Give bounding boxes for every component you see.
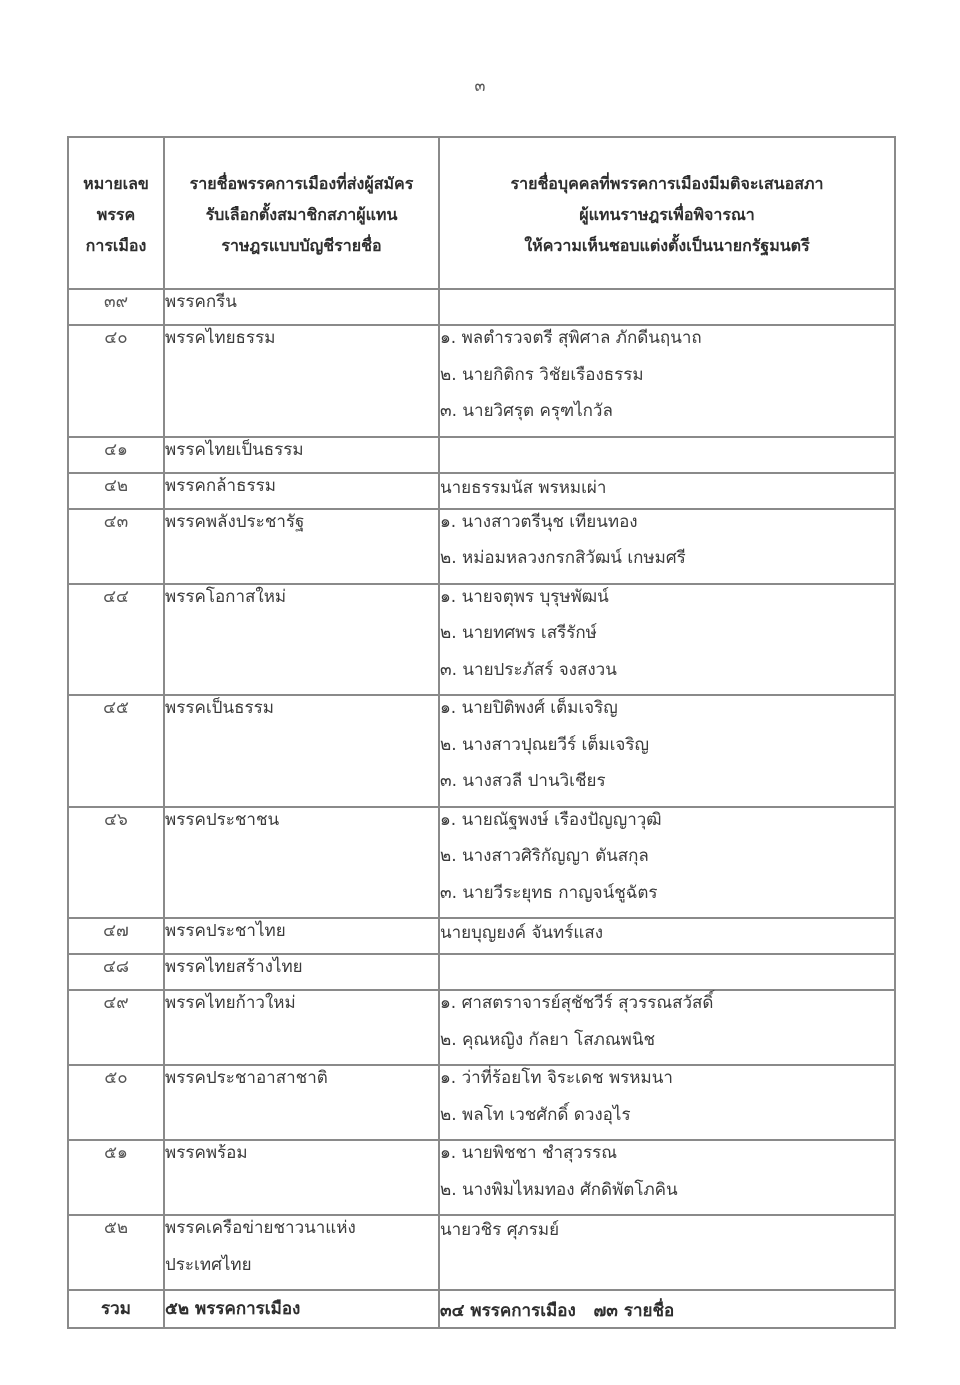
candidate-name: ๒. นางสาวศิริกัญญา ตันสกุล [440,846,649,866]
header-line: ให้ความเห็นชอบแต่งตั้งเป็นนายกรัฐมนตรี [524,236,810,255]
candidates-cell [439,807,895,919]
party-name: พรรคโอกาสใหม่ [164,584,439,696]
candidate-name: นายวชิร ศุภรมย์ [440,1220,560,1240]
header-line: การเมือง [85,236,147,255]
candidates-cell [439,509,895,584]
party-number: ๔๕ [68,695,164,807]
candidates-cell [439,325,895,437]
table-row [68,437,895,473]
header-line: รับเลือกตั้งสมาชิกสภาผู้แทน [205,205,398,224]
party-name: พรรคไทยธรรม [164,325,439,437]
table-row [68,954,895,990]
table-row [68,584,895,696]
party-number: ๔๒ [68,473,164,509]
header-line: รายชื่อบุคคลที่พรรคการเมืองมีมติจะเสนอสภา [510,174,824,193]
candidate-name: ๑. ศาสตราจารย์สุชัชวีร์ สุวรรณสวัสดิ์ [440,993,714,1013]
table-row [68,325,895,437]
party-number: ๓๙ [68,289,164,325]
party-number: ๕๐ [68,1065,164,1140]
party-name-line: ประเทศไทย [165,1254,252,1275]
total-parties: ๕๒ พรรคการเมือง [164,1290,439,1328]
candidate-name: ๑. นายพิชชา ชำสุวรรณ [440,1143,617,1163]
party-name: พรรคพลังประชารัฐ [164,509,439,584]
party-name: พรรคไทยก้าวใหม่ [164,990,439,1065]
candidate-name: ๒. นางพิมไหมทอง ศักดิพัตโภคิน [440,1179,678,1200]
table-row [68,509,895,584]
candidate-name: ๑. นายปิติพงศ์ เต็มเจริญ [440,698,618,718]
party-number: ๔๑ [68,437,164,473]
header-line: หมายเลข [83,174,149,193]
candidate-name: ๑. ว่าที่ร้อยโท จิระเดช พรหมนา [440,1068,673,1088]
candidate-name: ๒. นายกิติกร วิชัยเรืองธรรม [440,364,644,385]
candidate-name: ๓. นายวิศรุต ครุฑไกวัล [440,401,613,421]
header-party-number [68,137,164,289]
candidates-cell [439,918,895,954]
party-number: ๔๖ [68,807,164,919]
table-row [68,695,895,807]
party-number: ๕๑ [68,1140,164,1215]
candidates-cell [439,473,895,509]
table-row [68,1140,895,1215]
party-name: พรรคกรีน [164,289,439,325]
table-row [68,990,895,1065]
header-line: รายชื่อพรรคการเมืองที่ส่งผู้สมัคร [189,174,414,193]
party-name: พรรคเป็นธรรม [164,695,439,807]
candidate-name: ๑. นางสาวตรีนุช เทียนทอง [440,511,638,532]
table-header-row [68,137,895,289]
party-number: ๔๙ [68,990,164,1065]
candidate-name: ๒. คุณหญิง กัลยา โสภณพนิช [440,1029,656,1050]
candidate-name: ๓. นายประภัสร์ จงสงวน [440,659,617,680]
candidate-name: นายธรรมนัส พรหมเผ่า [440,477,607,498]
page-number: ๓ [474,76,486,95]
party-name [164,1215,439,1290]
header-line: พรรค [96,205,136,224]
party-name: พรรคกล้าธรรม [164,473,439,509]
candidate-name: ๒. นางสาวปุณยวีร์ เต็มเจริญ [440,734,649,755]
header-party-name [164,137,439,289]
table-row [68,473,895,509]
total-summary: ๓๔ พรรคการเมือง ๗๓ รายชื่อ [439,1290,895,1328]
candidates-cell [439,437,895,473]
party-number: ๔๐ [68,325,164,437]
header-candidates [439,137,895,289]
candidates-cell [439,954,895,990]
candidate-name: ๒. นายทศพร เสรีรักษ์ [440,623,597,643]
candidate-name: นายบุญยงค์ จันทร์แสง [440,923,603,943]
candidate-name: ๑. พลตำรวจตรี สุพิศาล ภักดีนฤนาถ [440,328,702,348]
party-number: ๔๔ [68,584,164,696]
party-name: พรรคพร้อม [164,1140,439,1215]
candidates-cell [439,584,895,696]
table-row [68,1065,895,1140]
total-label: รวม [68,1290,164,1328]
header-line: ผู้แทนราษฎรเพื่อพิจารณา [579,205,755,224]
candidates-cell [439,1140,895,1215]
party-number: ๕๒ [68,1215,164,1290]
header-line: ราษฎรแบบบัญชีรายชื่อ [221,236,382,255]
party-name: พรรคไทยเป็นธรรม [164,437,439,473]
table-row [68,289,895,325]
party-number: ๔๗ [68,918,164,954]
party-name: พรรคประชาอาสาชาติ [164,1065,439,1140]
candidate-name: ๒. หม่อมหลวงกรกสิวัฒน์ เกษมศรี [440,548,686,568]
total-row [68,1290,895,1328]
candidate-name: ๑. นายณัฐพงษ์ เรืองปัญญาวุฒิ [440,809,662,830]
candidates-cell [439,695,895,807]
party-name-line: พรรคเครือข่ายชาวนาแห่ง [165,1218,356,1238]
party-candidates-table [67,136,896,1329]
candidate-name: ๒. พลโท เวชศักดิ์ ดวงอุไร [440,1104,631,1125]
party-name: พรรคประชาชน [164,807,439,919]
candidate-name: ๓. นางสวลี ปานวิเชียร [440,771,606,791]
candidates-cell [439,1065,895,1140]
table-row [68,1215,895,1290]
party-name: พรรคประชาไทย [164,918,439,954]
party-name: พรรคไทยสร้างไทย [164,954,439,990]
candidates-cell [439,990,895,1065]
party-number: ๔๘ [68,954,164,990]
table-row [68,918,895,954]
candidates-cell [439,289,895,325]
candidates-cell [439,1215,895,1290]
candidate-name: ๑. นายจตุพร บุรุษพัฒน์ [440,586,609,607]
table-row [68,807,895,919]
party-number: ๔๓ [68,509,164,584]
candidate-name: ๓. นายวีระยุทธ กาญจน์ชูฉัตร [440,882,658,903]
